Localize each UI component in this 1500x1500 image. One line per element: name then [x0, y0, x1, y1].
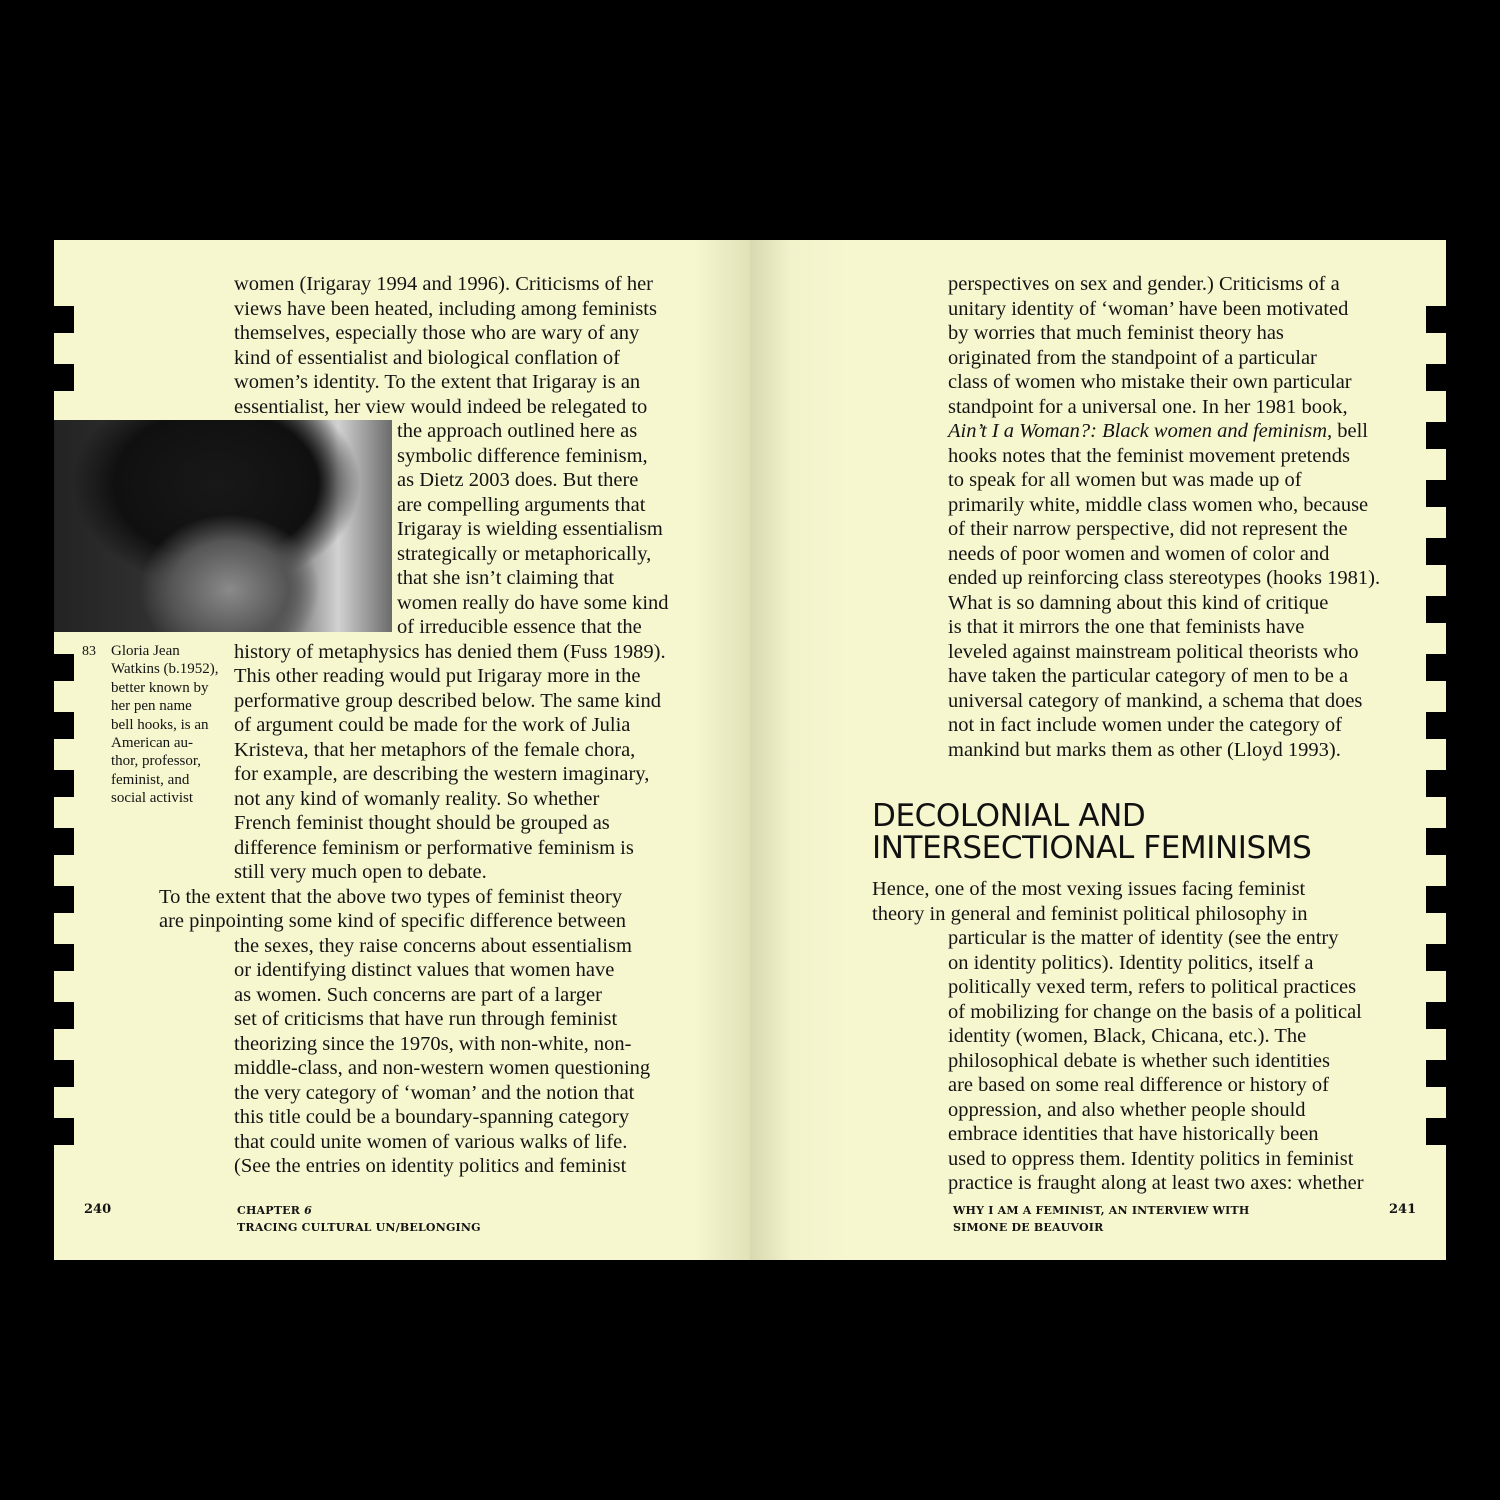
running-head — [953, 1202, 1249, 1236]
section-heading-line: INTERSECTIONAL FEMINISMS — [872, 830, 1312, 866]
page-edge-tab — [1426, 480, 1446, 507]
body-text-line: views have been heated, including among feminists — [234, 297, 657, 320]
body-text-line: This other reading would put Irigaray more in the — [234, 665, 641, 687]
body-text-line: Hence, one of the most vexing issues facing feminist — [872, 878, 1306, 900]
left-page — [54, 240, 750, 1260]
body-text-line: universal category of mankind, a schema that does — [948, 689, 1363, 712]
body-text-line: needs of poor women and women of color and — [948, 542, 1330, 565]
body-text-line: of argument could be made for the work of Julia — [234, 714, 631, 736]
page-edge-tab — [1426, 770, 1446, 797]
body-text-line: symbolic difference feminism, — [397, 444, 648, 467]
page-edge-tab — [1426, 596, 1446, 623]
body-text-line: that could unite women of various walks of life. — [234, 1130, 628, 1153]
body-text-line: essentialist, her view would indeed be relegated to — [234, 395, 648, 418]
body-text-line: are based on some real difference or history of — [948, 1074, 1329, 1096]
body-text-line: women’s identity. To the extent that Irigaray is an — [234, 371, 641, 393]
body-text-line: particular is the matter of identity (see the entry — [948, 927, 1339, 949]
page-edge-tab — [54, 886, 74, 913]
body-text-line: unitary identity of ‘woman’ have been motivated — [948, 297, 1349, 320]
page-edge-tab — [1426, 944, 1446, 971]
page-edge-tab — [1426, 712, 1446, 739]
body-text-line — [948, 419, 1368, 444]
book-title: Ain’t I a Woman?: Black women and feminism, — [948, 420, 1333, 442]
running-head-line: SIMONE DE BEAUVOIR — [953, 1221, 1104, 1234]
body-text-line: the very category of ‘woman’ and the notion that — [234, 1081, 635, 1104]
page-edge-tab — [54, 1060, 74, 1087]
body-text-line: strategically or metaphorically, — [397, 542, 652, 565]
right-page — [750, 240, 1446, 1260]
footnote-line: feminist, and — [111, 771, 190, 788]
chapter-word: CHAPTER — [237, 1204, 301, 1217]
footnote-line: her pen name — [111, 698, 192, 715]
page-edge-tab — [1426, 364, 1446, 391]
body-text-line: difference feminism or performative feminism is — [234, 836, 634, 859]
page-edge-tab — [1426, 828, 1446, 855]
footnote-line: Watkins (b.1952), — [111, 661, 219, 678]
body-text-line: French feminist thought should be grouped as — [234, 812, 610, 834]
body-text-line: oppression, and also whether people should — [948, 1098, 1306, 1121]
body-text-line: originated from the standpoint of a particular — [948, 346, 1317, 369]
page-edge-tab — [1426, 1118, 1446, 1145]
body-text-line: Kristeva, that her metaphors of the female chora, — [234, 738, 636, 761]
footnote-line: American au- — [111, 735, 194, 751]
body-text-line: women really do have some kind — [397, 591, 669, 614]
running-head-title: TRACING CULTURAL UN/BELONGING — [237, 1221, 481, 1234]
body-text-line: theorizing since the 1970s, with non-white, non- — [234, 1032, 632, 1055]
body-text-line: class of women who mistake their own particular — [948, 371, 1352, 393]
footnote-line: bell hooks, is an — [111, 716, 209, 733]
body-text-line: standpoint for a universal one. In her 1981 book, — [948, 395, 1348, 418]
body-text-line: history of metaphysics has denied them (Fuss 1989). — [234, 640, 666, 663]
body-text-line: identity (women, Black, Chicana, etc.). The — [948, 1025, 1307, 1047]
body-text-line: themselves, especially those who are wary of any — [234, 322, 640, 344]
body-text-line: of their narrow perspective, did not represent the — [948, 518, 1348, 540]
footnote-number: 83 — [82, 644, 96, 659]
footnote-line: social activist — [111, 790, 194, 807]
footnote-line: better known by — [111, 679, 209, 696]
footnote-line: thor, professor, — [111, 753, 202, 770]
book-title-after: bell — [1332, 420, 1369, 442]
body-text-line: ended up reinforcing class stereotypes (hooks 1981). — [948, 567, 1381, 589]
body-text-line: hooks notes that the feminist movement pretends — [948, 444, 1350, 467]
paragraph-first-line: To the extent that the above two types of feminist theory — [159, 885, 623, 908]
body-text-line: not in fact include women under the category of — [948, 714, 1342, 736]
body-text-line: of mobilizing for change on the basis of a political — [948, 1000, 1362, 1023]
body-text-line: embrace identities that have historically been — [948, 1123, 1319, 1145]
page-edge-tab — [1426, 422, 1446, 449]
body-text-line: theory in general and feminist political philosophy in — [872, 902, 1308, 925]
body-text-line: is that it mirrors the one that feminists have — [948, 616, 1305, 638]
body-text-line: the approach outlined here as — [397, 420, 638, 442]
page-edge-tab — [54, 1118, 74, 1145]
body-text-line: for example, are describing the western imaginary, — [234, 763, 650, 785]
body-text-line: primarily white, middle class women who, because — [948, 493, 1369, 516]
body-text-line: the sexes, they raise concerns about essentialism — [234, 934, 632, 957]
body-text-line: perspectives on sex and gender.) Criticisms of a — [948, 273, 1340, 295]
body-text-line: politically vexed term, refers to political practices — [948, 976, 1357, 998]
body-text-line: this title could be a boundary-spanning category — [234, 1106, 630, 1128]
body-text-line: as Dietz 2003 does. But there — [397, 469, 639, 491]
page-edge-tab — [1426, 886, 1446, 913]
running-head-line: WHY I AM A FEMINIST, AN INTERVIEW WITH — [953, 1204, 1250, 1217]
page-edge-tab — [54, 770, 74, 797]
body-text-line: have taken the particular category of men to be a — [948, 665, 1349, 687]
body-text-line: performative group described below. The same kind — [234, 689, 661, 712]
page-number: 241 — [1389, 1202, 1417, 1217]
chapter-number: 6 — [304, 1204, 312, 1217]
page-edge-tab — [54, 654, 74, 681]
body-text-line: mankind but marks them as other (Lloyd 1993). — [948, 738, 1341, 761]
body-text-line: or identifying distinct values that women have — [234, 959, 615, 981]
portrait-photo — [54, 420, 392, 632]
footnote-line: Gloria Jean — [111, 643, 180, 659]
page-edge-tab — [54, 306, 74, 333]
body-text-line: women (Irigaray 1994 and 1996). Criticisms of her — [234, 273, 654, 295]
body-text-line: to speak for all women but was made up of — [948, 469, 1302, 491]
body-text-line: used to oppress them. Identity politics in feminist — [948, 1147, 1354, 1170]
body-text-line: practice is fraught along at least two axes: whether — [948, 1172, 1364, 1194]
book-spread — [54, 240, 1446, 1260]
body-text-line: set of criticisms that have run through feminist — [234, 1008, 618, 1030]
body-text-line: not any kind of womanly reality. So whether — [234, 787, 600, 810]
page-edge-tab — [54, 712, 74, 739]
body-text-line: on identity politics). Identity politics, itself a — [948, 951, 1314, 974]
page-edge-tab — [1426, 654, 1446, 681]
body-text-line: that she isn’t claiming that — [397, 567, 615, 589]
body-text-line: philosophical debate is whether such identities — [948, 1049, 1331, 1072]
page-edge-tab — [1426, 1002, 1446, 1029]
page-edge-tab — [1426, 538, 1446, 565]
running-head-chapter — [237, 1202, 481, 1219]
section-heading-line: DECOLONIAL AND — [872, 798, 1146, 834]
page-edge-tab — [1426, 306, 1446, 333]
body-text-line: are compelling arguments that — [397, 493, 646, 516]
body-text-line: middle-class, and non-western women questioning — [234, 1057, 651, 1079]
body-text-line: kind of essentialist and biological conflation of — [234, 346, 620, 369]
body-text-line: Irigaray is wielding essentialism — [397, 518, 663, 540]
body-text-line: still very much open to debate. — [234, 861, 487, 883]
body-text-line: of irreducible essence that the — [397, 616, 642, 638]
running-head — [237, 1202, 481, 1236]
body-text-line: leveled against mainstream political theorists who — [948, 640, 1359, 663]
page-edge-tab — [54, 828, 74, 855]
page-edge-tab — [54, 944, 74, 971]
body-text-line: What is so damning about this kind of critique — [948, 591, 1329, 614]
body-text-line: are pinpointing some kind of specific difference between — [159, 910, 626, 932]
page-edge-tab — [54, 364, 74, 391]
body-text-line: by worries that much feminist theory has — [948, 322, 1284, 344]
page-edge-tab — [54, 1002, 74, 1029]
body-text-line: as women. Such concerns are part of a larger — [234, 983, 602, 1006]
page-edge-tab — [1426, 1060, 1446, 1087]
page-number: 240 — [84, 1202, 112, 1217]
body-text-line: (See the entries on identity politics and feminist — [234, 1155, 627, 1177]
